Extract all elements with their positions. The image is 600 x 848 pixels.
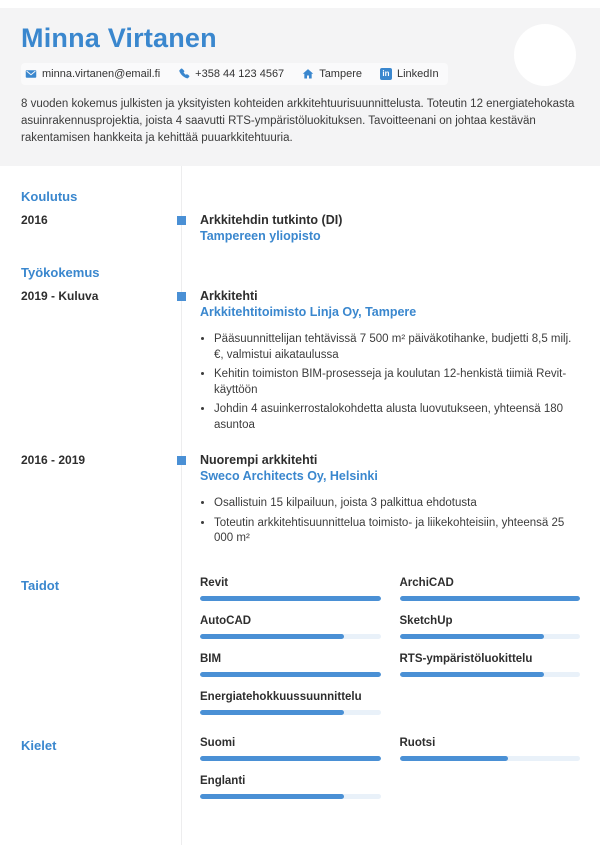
language-bar-fill (200, 756, 381, 761)
contact-email-text: minna.virtanen@email.fi (42, 68, 161, 80)
timeline-marker-cell (181, 213, 200, 244)
resume-header (0, 8, 600, 166)
entry-period: 2016 - 2019 (21, 453, 86, 467)
skill-label: AutoCAD (200, 614, 252, 627)
skill-item (400, 653, 581, 677)
skill-bar-track (200, 634, 381, 639)
job-title: Nuorempi arkkitehti (200, 453, 318, 467)
phone-icon (178, 68, 190, 80)
skill-bar-track (200, 710, 381, 715)
skill-label: Energiatehokkuussuunnittelu (200, 690, 362, 703)
language-bar-fill (400, 756, 508, 761)
language-item (200, 775, 381, 799)
school-name: Tampereen yliopisto (200, 229, 321, 243)
skill-bar-fill (200, 672, 381, 677)
section-title-experience: Työkokemus (21, 265, 100, 280)
language-label: Suomi (200, 736, 236, 749)
achievement-item: • Pääsuunnittelijan tehtävissä 7 500 m² päiväkotihanke, budjetti 8,5 milj. €, valmistui aikataulussa (214, 332, 580, 363)
entry-body (200, 213, 580, 244)
degree-title: Arkkitehdin tutkinto (DI) (200, 213, 343, 227)
achievement-list (200, 332, 580, 433)
resume-body (0, 166, 600, 848)
skill-label: BIM (200, 652, 222, 665)
section-title-languages: Kielet (21, 737, 57, 753)
skill-bar-fill (400, 672, 544, 677)
section-title-education: Koulutus (21, 189, 78, 204)
resume-page (0, 8, 600, 848)
contact-location (302, 68, 362, 80)
skills-grid (200, 577, 580, 715)
timeline-marker-cell (181, 289, 200, 437)
contact-location-text: Tampere (319, 68, 362, 80)
contact-row (21, 63, 448, 85)
job-title: Arkkitehti (200, 289, 258, 303)
achievement-item: • Kehitin toimiston BIM-prosesseja ja koulutan 12-henkistä tiimiä Revit-käyttöön (214, 367, 580, 398)
skill-bar-fill (200, 710, 344, 715)
section-skills (21, 577, 580, 715)
company-name: Sweco Architects Oy, Helsinki (200, 469, 378, 483)
timeline-square-marker (177, 216, 186, 225)
contact-phone (178, 68, 284, 80)
linkedin-icon: in (380, 68, 392, 80)
skill-bar-fill (200, 596, 381, 601)
skill-bar-fill (400, 634, 544, 639)
skill-label: ArchiCAD (399, 576, 454, 589)
contact-linkedin (380, 68, 439, 80)
skill-label: Revit (200, 576, 229, 589)
language-item (400, 737, 581, 761)
section-experience (21, 264, 580, 282)
home-icon (302, 68, 314, 80)
skill-item (400, 577, 581, 601)
experience-entry (21, 453, 580, 551)
entry-body (200, 453, 580, 551)
skill-item (200, 653, 381, 677)
skill-bar-track (400, 634, 581, 639)
skill-item (200, 691, 381, 715)
language-label: Ruotsi (399, 736, 436, 749)
entry-body (200, 289, 580, 437)
skill-bar-fill (200, 634, 344, 639)
email-icon (25, 68, 37, 80)
achievement-item: • Toteutin arkkitehtisuunnittelua toimisto- ja liikekohteisiin, yhteensä 25 000 m² (214, 516, 580, 547)
language-item (200, 737, 381, 761)
person-name: Minna Virtanen (21, 23, 217, 53)
achievement-item: • Osallistuin 15 kilpailuun, joista 3 palkittua ehdotusta (214, 496, 580, 512)
language-label: Englanti (200, 774, 246, 787)
skill-item (200, 615, 381, 639)
company-name: Arkkitehtitoimisto Linja Oy, Tampere (200, 305, 417, 319)
section-title-skills: Taidot (21, 577, 60, 593)
entry-period: 2019 - Kuluva (21, 289, 99, 303)
skill-label: SketchUp (399, 614, 453, 627)
timeline-square-marker (177, 292, 186, 301)
achievement-item: • Johdin 4 asuinkerrostalokohdetta alusta luovutukseen, yhteensä 180 asuntoa (214, 402, 580, 433)
skill-bar-fill (400, 596, 581, 601)
language-bar-track (400, 756, 581, 761)
skill-bar-track (200, 672, 381, 677)
language-bar-fill (200, 794, 344, 799)
timeline-marker-cell (181, 453, 200, 551)
section-education (21, 188, 580, 206)
achievement-list (200, 496, 580, 547)
profile-summary: 8 vuoden kokemus julkisten ja yksityisten kohteiden arkkitehtuurisuunnittelusta. Toteutin 12 energiatehokasta asuinrakennusprojektia, joista 4 saavutti RTS-ympäristöluokituksen. Tavoitteenani on johtaa kestävän rakentamisen hankkeita ja kehittää puuarkkitehtuuria. (21, 98, 575, 144)
skill-bar-track (400, 596, 581, 601)
contact-phone-text: +358 44 123 4567 (195, 68, 285, 80)
language-bar-track (200, 794, 381, 799)
section-languages (21, 737, 580, 799)
languages-grid (200, 737, 580, 799)
skill-label: RTS-ympäristöluokittelu (399, 652, 533, 665)
contact-email (25, 68, 160, 80)
contact-linkedin-text: LinkedIn (396, 68, 439, 80)
skill-bar-track (400, 672, 581, 677)
timeline-square-marker (177, 456, 186, 465)
skill-item (200, 577, 381, 601)
skill-item (400, 615, 581, 639)
education-entry (21, 213, 580, 244)
profile-photo-placeholder (514, 24, 576, 86)
language-bar-track (200, 756, 381, 761)
skill-bar-track (200, 596, 381, 601)
experience-entry (21, 289, 580, 437)
entry-period: 2016 (21, 213, 48, 227)
